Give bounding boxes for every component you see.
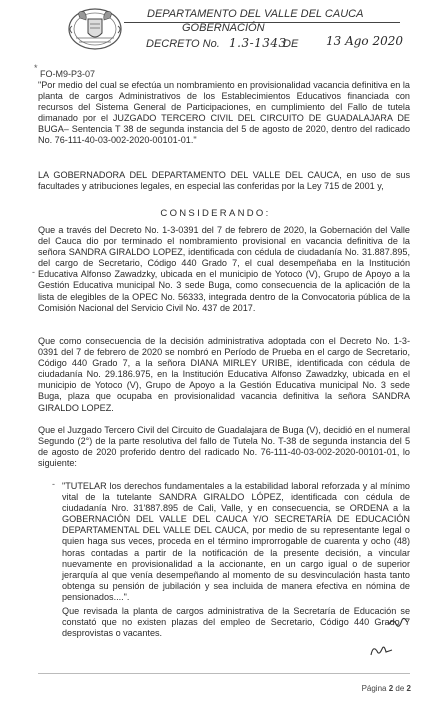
date-handwritten: 13 Ago 2020 [326, 34, 404, 48]
footer-rule [38, 673, 410, 674]
coat-of-arms-seal [66, 6, 124, 52]
margin-mark: * [34, 63, 38, 73]
paragraph-4: Que revisada la planta de cargos administrativa de la Secretaría de Educación se constató que no existen plazas del empleo de Secretario, Código 440 Grado 7 desprovistas o vacantes. [62, 606, 410, 639]
handwritten-initials [368, 643, 394, 659]
department-name: DEPARTAMENTO DEL VALLE DEL CAUCA [147, 8, 364, 20]
decree-number-handwritten: 1.3-1343 [229, 36, 287, 50]
handwritten-check [387, 614, 409, 632]
decree-subject: "Por medio del cual se efectúa un nombramiento en provisionalidad vacancia definitiva en la planta de cargos Administrativos de los Establecimientos Educativos financiada con recursos del Sistema General de Participaciones, en cumplimiento del Fallo de tutela dimanado por el JUZGADO TERCERO CIVIL DEL CIRCUITO DE GUADALAJARA DE BUGA– Sentencia T 38 de segunda instancia del 5 de agosto de 2020, dentro del radicado No. 76-111-40-03-002-2020-00101-01." [38, 80, 410, 146]
date-label: DE [283, 38, 299, 50]
governorate-name: GOBERNACIÓN [182, 22, 265, 34]
form-code: FO-M9-P3-07 [40, 69, 96, 79]
considerando-heading: CONSIDERANDO: [160, 208, 271, 219]
page-current: 2 [388, 684, 394, 693]
page-number [362, 684, 411, 693]
paragraph-1: Que a través del Decreto No. 1-3-0391 del 7 de febrero de 2020, la Gobernación del Valle del Cauca dio por terminado el nombramiento provisional en vacancia definitiva de la señora SANDRA GIRALDO LOPEZ, identificada con cédula de ciudadanía No. 31.887.895, del cargo de Secretario, Código 440 Grado 7, el cual desempeñaba en la Institución Educativa Alfonso Zawadzky, ubicada en el municipio de Yotoco (V), Grupo de Apoyo a la Gestión Educativa municipal No. 3 sede Buga, como consecuencia de la aplicación de la lista de elegibles de la OPEC No. 56333, integrada dentro de la Convocatoria pública de la Comisión Nacional del Servicio Civil No. 437 de 2017. [38, 225, 410, 313]
paragraph-2: Que como consecuencia de la decisión administrativa adoptada con el Decreto No. 1-3-0391 del 7 de febrero de 2020 se nombró en Período de Prueba en el cargo de Secretario, Código 440 Grado 7, a la señora DIANA MIRLEY URIBE, identificada con cédula de ciudadanía No. 29.186.975, en la Institución Educativa Alfonso Zawadzky, ubicada en el municipio de Yotoco (V), Grupo de Apoyo a la Gestión Educativa municipal No. 3 sede Buga, plaza que ocupaba en provisionalidad vacancia definitiva la señora SANDRA GIRALDO LOPEZ. [38, 336, 410, 413]
tutela-quote: "TUTELAR los derechos fundamentales a la estabilidad laboral reforzada y al mínimo vital de la tutelante SANDRA GIRALDO LÓPEZ, identificada con cédula de ciudadanía Nro. 31'887.895 de Cali, Valle, y en consecuencia, se ORDENA a la GOBERNACIÓN DEL VALLE DEL CAUCA Y/O SECRETARÍA DE EDUCACIÓN DEPARTAMENTAL DEL VALLE DEL CAUCA, por medio de su representante legal o quien haga sus veces, proceda en el término improrrogable de cuarenta y ocho (48) horas contadas a partir de la notificación de la presente decisión, a vincular nuevamente en provisionalidad a la accionante, en un cargo igual o de superior jerarquía al que venía desempeñando al momento de su desvinculación hasta tanto obtenga su pensión de jubilación y sea incluida de manera efectiva en nómina de pensionados....". [62, 481, 410, 602]
authority-paragraph: LA GOBERNADORA DEL DEPARTAMENTO DEL VALLE DEL CAUCA, en uso de sus facultades y atribuciones legales, en especial las conferidas por la Ley 715 de 2001 y, [38, 170, 410, 192]
margin-mark: - [32, 267, 35, 277]
decree-label: DECRETO No. [146, 38, 220, 50]
page-total: 2 [406, 684, 411, 693]
paragraph-3: Que el Juzgado Tercero Civil del Circuito de Guadalajara de Buga (V), decidió en el numeral Segundo (2°) de la parte resolutiva del fallo de Tutela No. T-38 de segunda instancia del 5 de agosto de 2020 proferido dentro del radicado No. 76-111-40-03-002-2020-00101-01, lo siguiente: [38, 425, 410, 469]
margin-mark: - [52, 479, 55, 489]
page-of: de [395, 684, 405, 693]
page-word: Página [361, 684, 387, 693]
